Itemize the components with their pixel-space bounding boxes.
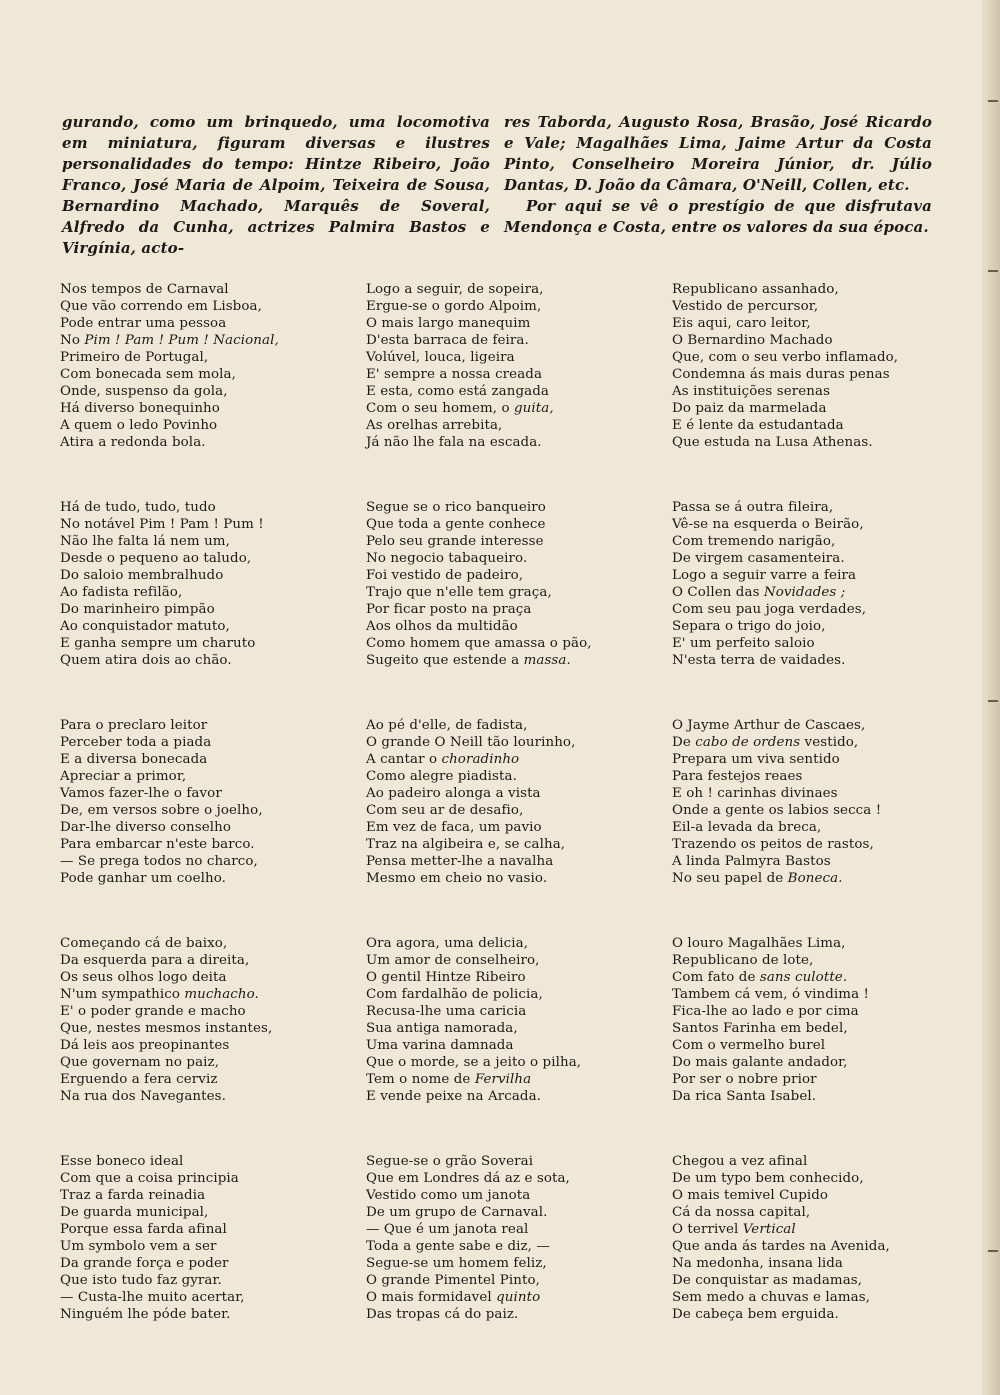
verse-line: Pensa metter-lhe a navalha <box>366 854 554 869</box>
verse-line: Logo a seguir varre a feira <box>672 568 857 583</box>
verse-line: Segue-se o grão Soverai <box>366 1154 534 1169</box>
verse-line: Ninguém lhe póde bater. <box>60 1307 231 1322</box>
verse-line: O Collen das Novidades ; <box>672 585 846 600</box>
verse-line: Traz a farda reinadia <box>60 1188 206 1203</box>
intro-column-left <box>62 112 490 259</box>
verse-line: E' o poder grande e macho <box>60 1004 246 1019</box>
stanza <box>366 717 672 887</box>
verse-line: Com fato de sans culotte. <box>672 970 848 985</box>
verse-line: A quem o ledo Povinho <box>60 418 218 433</box>
verse-line: Com seu pau joga verdades, <box>672 602 867 617</box>
verse-line: Vestido como um janota <box>366 1188 531 1203</box>
verse-line: Na rua dos Navegantes. <box>60 1089 226 1104</box>
edge-mark <box>988 700 998 702</box>
verse-line: O mais formidavel quinto <box>366 1290 541 1305</box>
verse-line: E' um perfeito saloio <box>672 636 815 651</box>
stanza <box>366 499 672 669</box>
stanza <box>60 935 366 1105</box>
verse-line: Onde, suspenso da gola, <box>60 384 228 399</box>
italic-word: sans culotte. <box>759 970 848 985</box>
verse-line: Eis aqui, caro leitor, <box>672 316 811 331</box>
verse-line: Pode entrar uma pessoa <box>60 316 227 331</box>
verse-line: Que, com o seu verbo inflamado, <box>672 350 899 365</box>
verse-line: E esta, como está zangada <box>366 384 549 399</box>
verse-line: O louro Magalhães Lima, <box>672 936 846 951</box>
verse-line: Um amor de conselheiro, <box>366 953 540 968</box>
verse-line: Apreciar a primor, <box>60 769 187 784</box>
stanza <box>366 935 672 1105</box>
verse-line: De um typo bem conhecido, <box>672 1171 864 1186</box>
page-edge <box>982 0 1000 1395</box>
verse-line: Eil-a levada da breca, <box>672 820 822 835</box>
verse-line: Ora agora, uma delicia, <box>366 936 529 951</box>
italic-word: quinto <box>496 1290 541 1305</box>
verse-line: Por ser o nobre prior <box>672 1072 817 1087</box>
verse-line: Vê-se na esquerda o Beirão, <box>672 517 864 532</box>
verse-line: Das tropas cá do paiz. <box>366 1307 519 1322</box>
verse-line: Começando cá de baixo, <box>60 936 228 951</box>
verse-line: Ao fadista refilão, <box>60 585 183 600</box>
verse-line: Perceber toda a piada <box>60 735 212 750</box>
stanza <box>672 717 940 887</box>
verse-line: Por ficar posto na praça <box>366 602 532 617</box>
italic-word: massa. <box>523 653 571 668</box>
verse-line: Esse boneco ideal <box>60 1154 184 1169</box>
verse-line: Foi vestido de padeiro, <box>366 568 524 583</box>
verse-line: Do paiz da marmelada <box>672 401 827 416</box>
verse-line: Do marinheiro pimpão <box>60 602 215 617</box>
verse-line: Para o preclaro leitor <box>60 718 208 733</box>
verse-line: Dar-lhe diverso conselho <box>60 820 232 835</box>
verse-line: No notável Pim ! Pam ! Pum ! <box>60 517 264 532</box>
verse-line: Do saloio membralhudo <box>60 568 224 583</box>
intro-paragraph: gurando, como um brinquedo, uma locomotiva em miniatura, figuram diversas e ilustres personalidades do tempo: Hintze Ribeiro, João Franco, José Maria de Alpoim, Teixeira de Sousa, Bernardino Machado, Marquês de Soveral, Alfredo da Cunha, actrizes Palmira Bastos e Virgínia, acto- <box>62 113 490 257</box>
verse-line: Com o vermelho burel <box>672 1038 826 1053</box>
verse-line: Da rica Santa Isabel. <box>672 1089 817 1104</box>
verse-line: Republicano de lote, <box>672 953 814 968</box>
verse-line: Que anda ás tardes na Avenida, <box>672 1239 890 1254</box>
verse-line: Pode ganhar um coelho. <box>60 871 226 886</box>
verse-line: Trajo que n'elle tem graça, <box>366 585 552 600</box>
verse-line: Do mais galante andador, <box>672 1055 848 1070</box>
verse-line: A linda Palmyra Bastos <box>672 854 831 869</box>
verse-line: Uma varina damnada <box>366 1038 514 1053</box>
verse-line: Sugeito que estende a massa. <box>366 653 571 668</box>
verse-line: No seu papel de Boneca. <box>672 871 843 886</box>
verse-line: Da grande força e poder <box>60 1256 229 1271</box>
verse-line: No negocio tabaqueiro. <box>366 551 528 566</box>
verse-line: Passa se á outra fileira, <box>672 500 834 515</box>
verse-line: Primeiro de Portugal, <box>60 350 209 365</box>
verse-line: De virgem casamenteira. <box>672 551 845 566</box>
italic-word: guita, <box>514 401 554 416</box>
verse-line: De, em versos sobre o joelho, <box>60 803 263 818</box>
verse-line: Com que a coisa principia <box>60 1171 239 1186</box>
verse-line: Cá da nossa capital, <box>672 1205 811 1220</box>
verse-line: Toda a gente sabe e diz, — <box>366 1239 550 1254</box>
intro-paragraph: res Taborda, Augusto Rosa, Brasão, José Ricardo e Vale; Magalhães Lima, Jaime Artur da Costa Pinto, Conselheiro Moreira Júnior, dr. Júlio Dantas, D. João da Câmara, O'Neill, Collen, etc. <box>504 113 932 194</box>
verse-line: E vende peixe na Arcada. <box>366 1089 542 1104</box>
verse-line: Como homem que amassa o pão, <box>366 636 592 651</box>
verse-line: Nos tempos de Carnaval <box>60 282 229 297</box>
verse-line: Como alegre piadista. <box>366 769 517 784</box>
stanza <box>366 1153 672 1323</box>
verse-line: Mesmo em cheio no vasio. <box>366 871 548 886</box>
stanza <box>672 499 940 669</box>
italic-word: Fervilha <box>474 1072 532 1087</box>
stanza <box>60 717 366 887</box>
verse-line: O grande Pimentel Pinto, <box>366 1273 540 1288</box>
verse-line: A cantar o choradinho <box>366 752 520 767</box>
verse-line: Que, nestes mesmos instantes, <box>60 1021 273 1036</box>
verse-line: Ao conquistador matuto, <box>60 619 230 634</box>
poem-stanzas <box>60 281 940 1323</box>
verse-line: Vamos fazer-lhe o favor <box>60 786 222 801</box>
verse-line: Da esquerda para a direita, <box>60 953 250 968</box>
verse-line: Um symbolo vem a ser <box>60 1239 217 1254</box>
verse-line: Que isto tudo faz gyrar. <box>60 1273 222 1288</box>
verse-line: O Jayme Arthur de Cascaes, <box>672 718 866 733</box>
verse-line: Fica-lhe ao lado e por cima <box>672 1004 859 1019</box>
verse-line: Para festejos reaes <box>672 769 803 784</box>
verse-line: Sua antiga namorada, <box>366 1021 518 1036</box>
verse-line: O Bernardino Machado <box>672 333 833 348</box>
verse-line: E oh ! carinhas divinaes <box>672 786 838 801</box>
verse-line: Com seu ar de desafio, <box>366 803 524 818</box>
verse-line: As instituições serenas <box>672 384 831 399</box>
stanza <box>60 281 366 451</box>
italic-word: muchacho. <box>184 987 259 1002</box>
intro-paragraph: Por aqui se vê o prestígio de que disfrutava Mendonça e Costa, entre os valores da sua época. <box>504 197 932 236</box>
verse-line: Prepara um viva sentido <box>672 752 840 767</box>
verse-line: As orelhas arrebita, <box>366 418 503 433</box>
verse-line: Para embarcar n'este barco. <box>60 837 255 852</box>
verse-line: Que vão correndo em Lisboa, <box>60 299 262 314</box>
verse-line: — Se prega todos no charco, <box>60 854 258 869</box>
verse-line: De conquistar as madamas, <box>672 1273 863 1288</box>
verse-line: Segue-se um homem feliz, <box>366 1256 547 1271</box>
verse-line: De guarda municipal, <box>60 1205 209 1220</box>
verse-line: Que estuda na Lusa Athenas. <box>672 435 873 450</box>
verse-line: Traz na algibeira e, se calha, <box>366 837 566 852</box>
intro-text <box>62 112 932 259</box>
verse-line: Há diverso bonequinho <box>60 401 220 416</box>
verse-line: O mais temivel Cupido <box>672 1188 829 1203</box>
verse-line: Em vez de faca, um pavio <box>366 820 542 835</box>
verse-line: Ao padeiro alonga a vista <box>366 786 541 801</box>
verse-line: Porque essa farda afinal <box>60 1222 227 1237</box>
verse-line: N'esta terra de vaidades. <box>672 653 846 668</box>
verse-line: Republicano assanhado, <box>672 282 839 297</box>
verse-line: Segue se o rico banqueiro <box>366 500 546 515</box>
verse-line: Atira a redonda bola. <box>60 435 206 450</box>
verse-line: Separa o trigo do joio, <box>672 619 826 634</box>
verse-line: Chegou a vez afinal <box>672 1154 808 1169</box>
verse-line: Quem atira dois ao chão. <box>60 653 232 668</box>
verse-line: Desde o pequeno ao taludo, <box>60 551 252 566</box>
stanza <box>60 499 366 669</box>
verse-line: Que em Londres dá az e sota, <box>366 1171 570 1186</box>
verse-line: Pelo seu grande interesse <box>366 534 544 549</box>
verse-line: Tambem cá vem, ó vindima ! <box>672 987 870 1002</box>
verse-line: E a diversa bonecada <box>60 752 208 767</box>
stanza <box>60 1153 366 1323</box>
verse-line: Que toda a gente conhece <box>366 517 546 532</box>
verse-line: No Pim ! Pam ! Pum ! Nacional, <box>60 333 279 348</box>
verse-line: De cabeça bem erguida. <box>672 1307 839 1322</box>
verse-line: Ergue-se o gordo Alpoim, <box>366 299 542 314</box>
verse-line: De cabo de ordens vestido, <box>672 735 859 750</box>
verse-line: — Custa-lhe muito acertar, <box>60 1290 245 1305</box>
italic-word: Vertical <box>742 1222 796 1237</box>
stanza <box>672 1153 940 1323</box>
verse-line: Volúvel, louca, ligeira <box>366 350 515 365</box>
verse-line: Que o morde, se a jeito o pilha, <box>366 1055 582 1070</box>
verse-line: Santos Farinha em bedel, <box>672 1021 848 1036</box>
verse-line: Trazendo os peitos de rastos, <box>672 837 874 852</box>
verse-line: O terrivel Vertical <box>672 1222 796 1237</box>
verse-line: O mais largo manequim <box>366 316 531 331</box>
verse-line: De um grupo de Carnaval. <box>366 1205 548 1220</box>
verse-line: Aos olhos da multidão <box>366 619 518 634</box>
verse-line: Na medonha, insana lida <box>672 1256 844 1271</box>
verse-line: Onde a gente os labios secca ! <box>672 803 882 818</box>
verse-line: Dá leis aos preopinantes <box>60 1038 230 1053</box>
edge-mark <box>988 270 998 272</box>
stanza <box>672 281 940 451</box>
edge-mark <box>988 1250 998 1252</box>
verse-line: Tem o nome de Fervilha <box>366 1072 532 1087</box>
verse-line: Vestido de percursor, <box>672 299 819 314</box>
verse-line: Com bonecada sem mola, <box>60 367 236 382</box>
verse-line: Erguendo a fera cerviz <box>60 1072 218 1087</box>
verse-line: — Que é um janota real <box>366 1222 529 1237</box>
verse-line: Que governam no paiz, <box>60 1055 220 1070</box>
verse-line: Sem medo a chuvas e lamas, <box>672 1290 871 1305</box>
verse-line: Com tremendo narigão, <box>672 534 836 549</box>
italic-word: Boneca. <box>787 871 843 886</box>
italic-word: Novidades ; <box>763 585 846 600</box>
stanza <box>366 281 672 451</box>
edge-mark <box>988 100 998 102</box>
verse-line: Logo a seguir, de sopeira, <box>366 282 544 297</box>
verse-line: E é lente da estudantada <box>672 418 844 433</box>
verse-line: E ganha sempre um charuto <box>60 636 256 651</box>
intro-column-right <box>504 112 932 259</box>
verse-line: Com fardalhão de policia, <box>366 987 543 1002</box>
verse-line: Há de tudo, tudo, tudo <box>60 500 216 515</box>
verse-line: Condemna ás mais duras penas <box>672 367 890 382</box>
verse-line: Ao pé d'elle, de fadista, <box>366 718 528 733</box>
italic-word: cabo de ordens <box>695 735 801 750</box>
verse-line: Não lhe falta lá nem um, <box>60 534 230 549</box>
verse-line: Os seus olhos logo deita <box>60 970 227 985</box>
verse-line: D'esta barraca de feira. <box>366 333 529 348</box>
verse-line: O grande O Neill tão lourinho, <box>366 735 576 750</box>
verse-line: N'um sympathico muchacho. <box>60 987 259 1002</box>
italic-word: Pim ! Pam ! Pum ! Nacional, <box>84 333 279 348</box>
italic-word: choradinho <box>441 752 520 767</box>
stanza <box>672 935 940 1105</box>
verse-line: E' sempre a nossa creada <box>366 367 543 382</box>
verse-line: Já não lhe fala na escada. <box>366 435 542 450</box>
verse-line: O gentil Hintze Ribeiro <box>366 970 526 985</box>
verse-line: Com o seu homem, o guita, <box>366 401 554 416</box>
verse-line: Recusa-lhe uma caricia <box>366 1004 527 1019</box>
